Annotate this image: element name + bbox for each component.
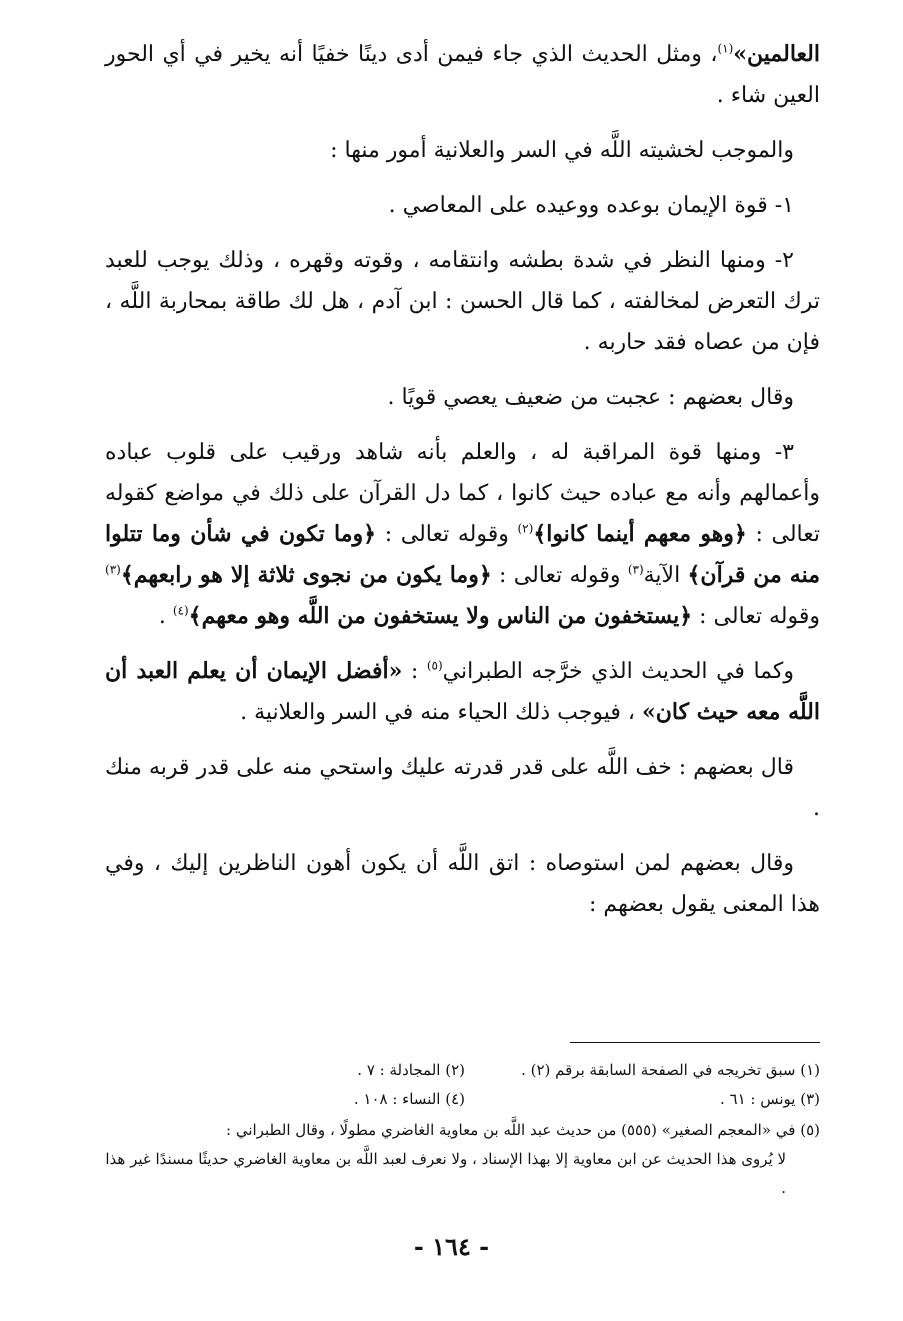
footnote-ref: (٣) <box>627 562 644 577</box>
emphasized-text: العالمين» <box>733 41 820 67</box>
footnote-5-continuation: لا يُروى هذا الحديث عن ابن معاوية إلا بهذا الإسناد ، ولا نعرف لعبد اللَّه بن معاوية الغاضري حديثًا مسندًا غير هذا . <box>105 1150 786 1197</box>
paragraph <box>105 240 820 363</box>
paragraph <box>105 651 820 733</box>
paragraph <box>105 34 820 116</box>
text-run: قال بعضهم : خف اللَّه على قدر قدرته عليك واستحي منه على قدر قربه منك . <box>105 755 820 821</box>
footnote-3: (٣) يونس : ٦١ . <box>719 1090 820 1108</box>
text-run: وقوله تعالى : <box>692 604 820 629</box>
text-run: . <box>158 604 173 629</box>
text-run: : <box>402 659 427 684</box>
emphasized-text: ﴿يستخفون من الناس ولا يستخفون من اللَّه وهو معهم﴾ <box>188 603 693 629</box>
footnotes <box>105 1056 820 1203</box>
text-run: ٣- ومنها قوة المراقبة له ، والعلم بأنه شاهد ورقيب على قلوب عباده وأعمالهم وأنه مع عباده حيث كانوا ، كما دل القرآن على ذلك في مواضع كقوله تعالى : <box>105 440 820 547</box>
paragraph <box>105 432 820 637</box>
page-body <box>105 34 820 939</box>
footnote-ref: (٣) <box>105 562 121 577</box>
text-run: والموجب لخشيته اللَّه في السر والعلانية أمور منها : <box>330 138 794 163</box>
emphasized-text: ﴿وما يكون من نجوى ثلاثة إلا هو رابعهم﴾ <box>120 562 492 588</box>
page-number: - ١٦٤ - <box>413 1232 490 1261</box>
paragraph <box>105 185 820 226</box>
footnote-4: (٤) النساء : ١٠٨ . <box>353 1090 465 1108</box>
footnote-5 <box>105 1116 820 1203</box>
text-run: وقال بعضهم : عجبت من ضعيف يعصي قويًا . <box>387 385 794 410</box>
paragraph <box>105 747 820 829</box>
emphasized-text: ﴿وما تكون في شأن وما تتلوا منه من قرآن﴾ <box>105 521 820 588</box>
footnote-2: (٢) المجادلة : ٧ . <box>357 1061 465 1079</box>
footnote-1: (١) سبق تخريجه في الصفحة السابقة برقم (٢) . <box>521 1061 820 1079</box>
text-run: ، فيوجب ذلك الحياء منه في السر والعلانية . <box>240 700 642 725</box>
footnote-ref: (٥) <box>426 658 443 673</box>
footnote-row-1 <box>105 1056 820 1085</box>
footnote-ref: (٤) <box>172 603 189 618</box>
paragraph <box>105 130 820 171</box>
paragraph <box>105 377 820 418</box>
emphasized-text: «أفضل الإيمان أن يعلم العبد أن اللَّه معه حيث كان» <box>105 658 820 725</box>
text-run: وكما في الحديث الذي خرَّجه الطبراني <box>442 659 794 684</box>
footnote-ref: (٢) <box>517 521 534 536</box>
text-run: وقوله تعالى : <box>491 563 628 588</box>
text-run: ، ومثل الحديث الذي جاء فيمن أدى دينًا خفيًا أنه يخير في أي الحور العين شاء . <box>105 42 820 108</box>
footnote-5-line: (٥) في «المعجم الصغير» (٥٥٥) من حديث عبد اللَّه بن معاوية الغاضري مطولًا ، وقال الطبراني : <box>226 1121 820 1139</box>
text-run: ١- قوة الإيمان بوعده ووعيده على المعاصي . <box>388 193 794 218</box>
emphasized-text: ﴿وهو معهم أينما كانوا﴾ <box>533 521 747 547</box>
footnote-ref: (١) <box>717 41 734 56</box>
text-run: وقوله تعالى : <box>376 522 518 547</box>
text-run: ٢- ومنها النظر في شدة بطشه وانتقامه ، وقوته وقهره ، وذلك يوجب للعبد ترك التعرض لمخالفته ، كما قال الحسن : ابن آدم ، هل لك طاقة بمحاربة اللَّه ، فإن من عصاه فقد حاربه . <box>105 248 820 355</box>
paragraph <box>105 843 820 925</box>
text-run: الآية <box>643 563 688 588</box>
footnote-divider <box>570 1042 820 1043</box>
text-run: وقال بعضهم لمن استوصاه : اتق اللَّه أن يكون أهون الناظرين إليك ، وفي هذا المعنى يقول بعضهم : <box>105 851 820 917</box>
footnote-row-2 <box>105 1085 820 1114</box>
